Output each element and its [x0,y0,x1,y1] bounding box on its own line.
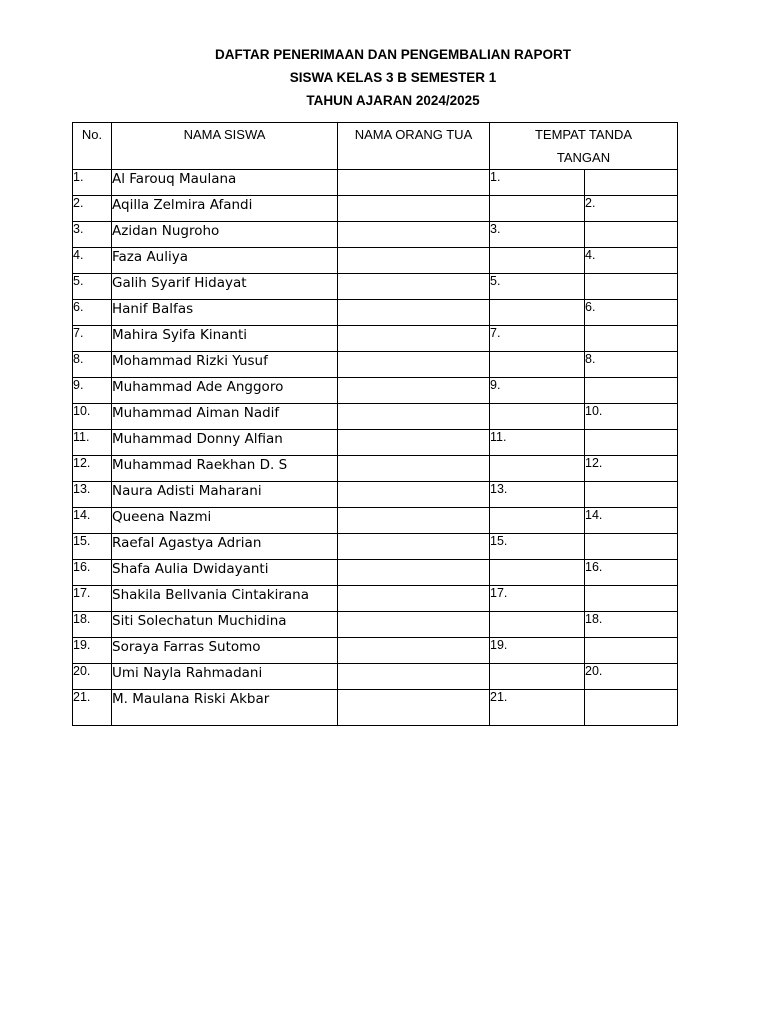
signature-left-cell: 17. [490,586,585,612]
student-name-cell: Muhammad Donny Alfian [112,430,338,456]
signature-right-cell: 4. [585,248,678,274]
table-row [73,404,678,430]
student-name-cell: Muhammad Aiman Nadif [112,404,338,430]
parent-name-cell [338,248,490,274]
table-row [73,430,678,456]
parent-name-cell [338,560,490,586]
student-name-cell: M. Maulana Riski Akbar [112,690,338,726]
parent-name-cell [338,456,490,482]
academic-year-subtitle: TAHUN AJARAN 2024/2025 [306,93,480,108]
signature-right-cell: 18. [585,612,678,638]
student-name-cell: Soraya Farras Sutomo [112,638,338,664]
student-name-cell: Muhammad Ade Anggoro [112,378,338,404]
signature-right-cell: 2. [585,196,678,222]
signature-right-cell [585,222,678,248]
table-row [73,378,678,404]
parent-name-cell [338,404,490,430]
row-number: 12. [73,456,112,482]
parent-name-cell [338,664,490,690]
row-number: 2. [73,196,112,222]
signature-left-cell [490,612,585,638]
signature-left-cell [490,456,585,482]
signature-left-cell [490,664,585,690]
signature-left-cell: 19. [490,638,585,664]
signature-right-cell [585,430,678,456]
signature-left-cell [490,196,585,222]
signature-right-cell [585,170,678,196]
student-name-cell: Shakila Bellvania Cintakirana [112,586,338,612]
table-row [73,248,678,274]
signature-left-cell [490,248,585,274]
table-body [73,170,678,726]
row-number: 17. [73,586,112,612]
signature-left-cell: 11. [490,430,585,456]
parent-name-cell [338,300,490,326]
table-row [73,560,678,586]
table-row [73,612,678,638]
class-semester-subtitle: SISWA KELAS 3 B SEMESTER 1 [289,70,497,85]
row-number: 1. [73,170,112,196]
parent-name-cell [338,326,490,352]
student-name-cell: Mohammad Rizki Yusuf [112,352,338,378]
signature-left-cell: 3. [490,222,585,248]
header-parent-name: NAMA ORANG TUA [338,123,490,170]
signature-left-cell: 13. [490,482,585,508]
parent-name-cell [338,638,490,664]
table-row [73,222,678,248]
row-number: 19. [73,638,112,664]
row-number: 16. [73,560,112,586]
table-row [73,274,678,300]
student-name-cell: Siti Solechatun Muchidina [112,612,338,638]
row-number: 6. [73,300,112,326]
table-row [73,196,678,222]
signature-left-cell [490,300,585,326]
signature-left-cell [490,508,585,534]
row-number: 14. [73,508,112,534]
student-name-cell: Galih Syarif Hidayat [112,274,338,300]
signature-right-cell [585,326,678,352]
parent-name-cell [338,690,490,726]
student-name-cell: Shafa Aulia Dwidayanti [112,560,338,586]
header-student-name: NAMA SISWA [112,123,338,170]
row-number: 11. [73,430,112,456]
student-name-cell: Queena Nazmi [112,508,338,534]
student-name-cell: Naura Adisti Maharani [112,482,338,508]
signature-right-cell: 20. [585,664,678,690]
table-header-row [73,123,678,170]
signature-left-cell: 5. [490,274,585,300]
signature-right-cell: 8. [585,352,678,378]
parent-name-cell [338,378,490,404]
signature-right-cell [585,638,678,664]
row-number: 8. [73,352,112,378]
student-name-cell: Mahira Syifa Kinanti [112,326,338,352]
table-row [73,534,678,560]
parent-name-cell [338,482,490,508]
table-row [73,300,678,326]
signature-right-cell [585,482,678,508]
table-row [73,638,678,664]
parent-name-cell [338,352,490,378]
row-number: 15. [73,534,112,560]
parent-name-cell [338,222,490,248]
row-number: 9. [73,378,112,404]
signature-right-cell [585,534,678,560]
report-card-roster-table [72,122,678,726]
student-name-cell: Hanif Balfas [112,300,338,326]
table-row [73,352,678,378]
document-header [0,43,768,112]
parent-name-cell [338,196,490,222]
student-name-cell: Umi Nayla Rahmadani [112,664,338,690]
signature-left-cell: 15. [490,534,585,560]
table-row [73,690,678,726]
signature-left-cell: 9. [490,378,585,404]
table-row [73,508,678,534]
parent-name-cell [338,508,490,534]
row-number: 18. [73,612,112,638]
row-number: 20. [73,664,112,690]
signature-right-cell [585,274,678,300]
signature-left-cell: 1. [490,170,585,196]
signature-right-cell: 14. [585,508,678,534]
student-name-cell: Al Farouq Maulana [112,170,338,196]
table-row [73,586,678,612]
student-name-cell: Raefal Agastya Adrian [112,534,338,560]
signature-left-cell: 21. [490,690,585,726]
document-title: DAFTAR PENERIMAAN DAN PENGEMBALIAN RAPORT [215,47,571,62]
row-number: 13. [73,482,112,508]
signature-right-cell [585,586,678,612]
signature-left-cell [490,560,585,586]
row-number: 4. [73,248,112,274]
signature-left-cell: 7. [490,326,585,352]
row-number: 10. [73,404,112,430]
parent-name-cell [338,534,490,560]
signature-left-cell [490,404,585,430]
header-signature: TEMPAT TANDA TANGAN [490,123,678,170]
parent-name-cell [338,586,490,612]
row-number: 3. [73,222,112,248]
table-row [73,482,678,508]
table-row [73,456,678,482]
student-name-cell: Aqilla Zelmira Afandi [112,196,338,222]
table-row [73,170,678,196]
signature-right-cell: 6. [585,300,678,326]
signature-right-cell: 16. [585,560,678,586]
parent-name-cell [338,170,490,196]
row-number: 5. [73,274,112,300]
signature-right-cell [585,378,678,404]
signature-left-cell [490,352,585,378]
signature-right-cell [585,690,678,726]
row-number: 7. [73,326,112,352]
signature-right-cell: 12. [585,456,678,482]
parent-name-cell [338,274,490,300]
row-number: 21. [73,690,112,726]
table-row [73,664,678,690]
student-name-cell: Azidan Nugroho [112,222,338,248]
table-row [73,326,678,352]
student-name-cell: Faza Auliya [112,248,338,274]
signature-right-cell: 10. [585,404,678,430]
header-no: No. [73,123,112,170]
parent-name-cell [338,430,490,456]
student-name-cell: Muhammad Raekhan D. S [112,456,338,482]
parent-name-cell [338,612,490,638]
